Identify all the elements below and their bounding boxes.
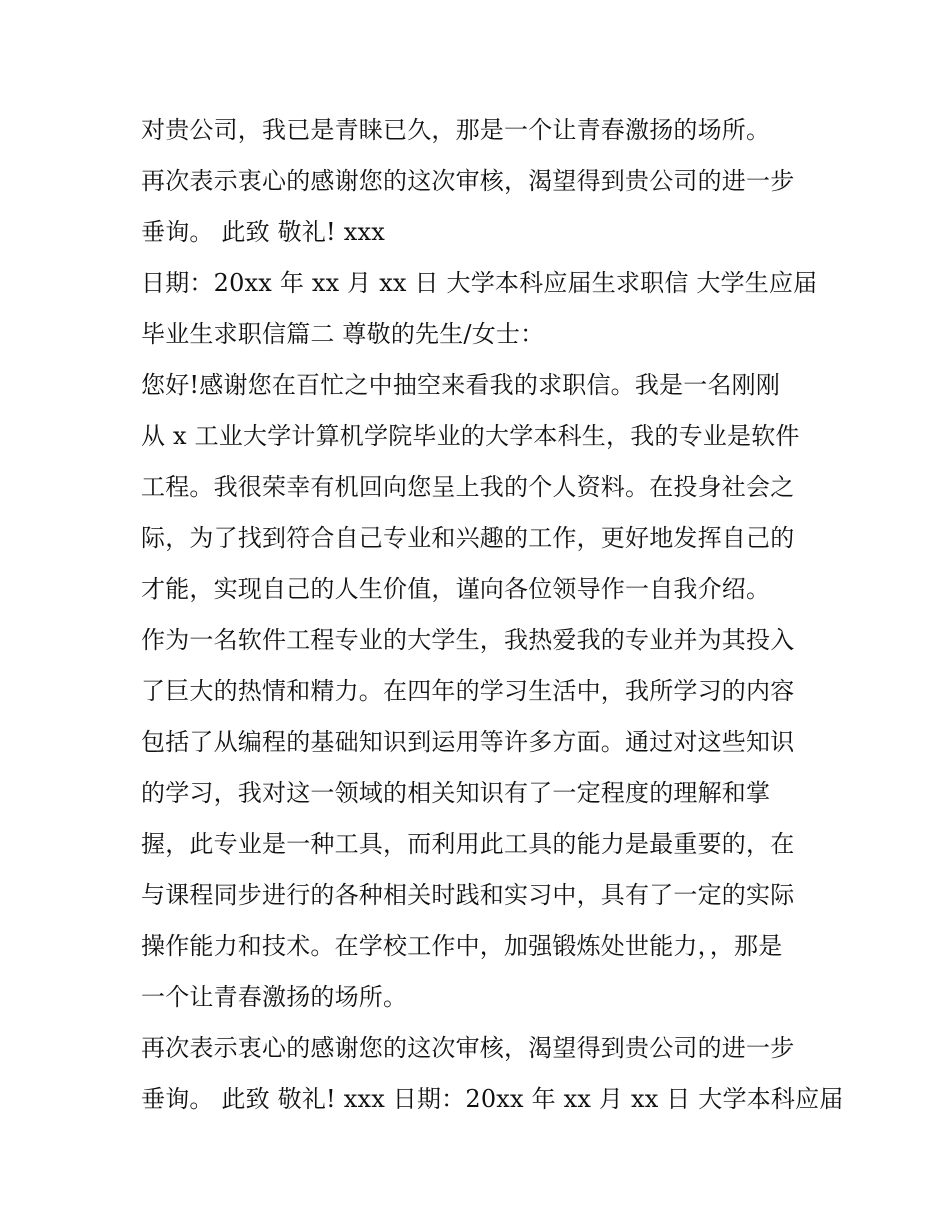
text-line: 再次表示衷心的感谢您的这次审核，渴望得到贵公司的进一步 — [141, 1034, 795, 1062]
text-line: 了巨大的热情和精力。在四年的学习生活中，我所学习的内容 — [141, 677, 795, 705]
text-line: 的学习，我对这一领域的相关知识有了一定程度的理解和掌 — [141, 779, 771, 807]
text-line: 毕业生求职信篇二 尊敬的先生/女士： — [141, 320, 545, 348]
text-line: 日期：20xx 年 xx 月 xx 日 大学本科应届生求职信 大学生应届 — [141, 269, 818, 297]
text-line: 垂询。 此致 敬礼! xxx 日期：20xx 年 xx 月 xx 日 大学本科应届 — [141, 1085, 844, 1113]
text-line: 才能，实现自己的人生价值，谨向各位领导作一自我介绍。 — [141, 575, 771, 603]
text-line: 包括了从编程的基础知识到运用等许多方面。通过对这些知识 — [141, 728, 795, 756]
text-line: 从 x 工业大学计算机学院毕业的大学本科生，我的专业是软件 — [141, 422, 800, 450]
text-line: 与课程同步进行的各种相关时践和实习中，具有了一定的实际 — [141, 881, 795, 909]
text-line: 握，此专业是一种工具，而利用此工具的能力是最重要的，在 — [141, 830, 795, 858]
text-line: 际，为了找到符合自己专业和兴趣的工作，更好地发挥自己的 — [141, 524, 795, 552]
text-line: 垂询。 此致 敬礼! xxx — [141, 218, 385, 246]
text-line: 作为一名软件工程专业的大学生，我热爱我的专业并为其投入 — [141, 626, 795, 654]
text-line: 您好!感谢您在百忙之中抽空来看我的求职信。我是一名刚刚 — [141, 371, 781, 399]
text-line: 操作能力和技术。在学校工作中，加强锻炼处世能力，，那是 — [141, 932, 783, 960]
letter-body — [141, 105, 844, 1125]
text-line: 一个让青春激扬的场所。 — [141, 983, 408, 1011]
text-line: 工程。我很荣幸有机回向您呈上我的个人资料。在投身社会之 — [141, 473, 795, 501]
text-line: 再次表示衷心的感谢您的这次审核，渴望得到贵公司的进一步 — [141, 167, 795, 195]
text-line: 对贵公司，我已是青睐已久，那是一个让青春激扬的场所。 — [141, 116, 771, 144]
